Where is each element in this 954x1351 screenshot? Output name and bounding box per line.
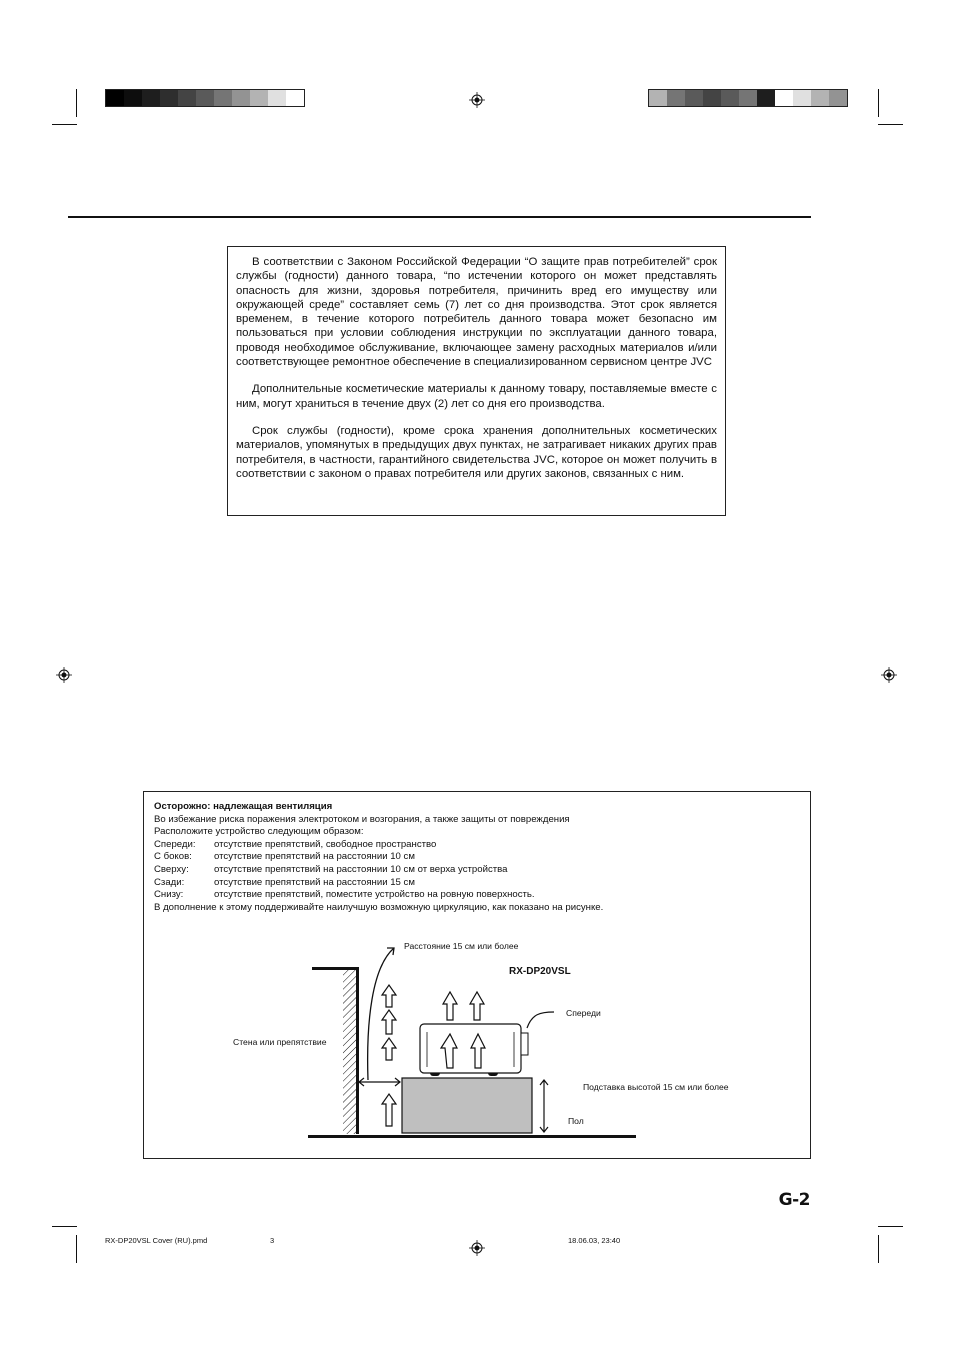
registration-mark-left-icon (56, 667, 72, 683)
ventilation-row-value: отсутствие препятствий на расстоянии 15 см (214, 876, 415, 888)
color-bar-left (105, 89, 305, 107)
registration-mark-top-icon (469, 92, 485, 108)
crop-mark-top-right-h (878, 124, 903, 125)
ventilation-row-value: отсутствие препятствий на расстоянии 10 см (214, 851, 415, 863)
ventilation-line-last: В дополнение к этому поддерживайте наилучшую возможную циркуляцию, как показано на рисунке. (154, 901, 604, 913)
registration-mark-bottom-icon (469, 1240, 485, 1256)
stand-label: Подставка высотой 15 см или более (583, 1082, 729, 1092)
notice-paragraph-1: В соответствии с Законом Российской Федерации “О защите прав потребителей” срок службы (годности) данного товара, “по истечении которого он может представлять опасность для жизни, здоровья потребителя, причинить вред его имуществу или окружающей среде” составляет семь (7) лет со дня производства. Этот срок является временем, в течение которого потребитель данного товара может безопасно им пользоваться при условии соблюдения инструкции по эксплуатации данного товара, проводя необходимое обслуживание, включающее замену расходных материалов и/или соответствующее ремонтное обеспечение в специализированном сервисном центре JVC (236, 256, 717, 369)
wall-top (312, 967, 359, 970)
front-leader-line (527, 1012, 554, 1028)
clearance-arrow-wall-gap (359, 1078, 400, 1086)
crop-mark-bottom-left-v (76, 1235, 77, 1263)
color-bar-right (648, 89, 848, 107)
ventilation-row-key: Сверху: (154, 863, 189, 875)
ventilation-row-value: отсутствие препятствий, поместите устройство на ровную поверхность. (214, 889, 535, 901)
crop-mark-top-left-v (76, 89, 77, 117)
page-number: G-2 (778, 1190, 810, 1210)
ventilation-line-2: Расположите устройство следующим образом: (154, 826, 364, 838)
crop-mark-bottom-right-h (878, 1226, 903, 1227)
ventilation-row-value: отсутствие препятствий на расстоянии 10 см от верха устройства (214, 863, 508, 875)
ventilation-row-key: Снизу: (154, 889, 184, 901)
header-rule (68, 216, 811, 218)
notice-paragraph-2: Дополнительные косметические материалы к данному товару, поставляемые вместе с ним, могут храниться в течение двух (2) лет со дня его производства. (236, 383, 717, 410)
ventilation-row-key: Сзади: (154, 876, 185, 888)
crop-mark-bottom-left-h (52, 1226, 77, 1227)
footer-filename: RX-DP20VSL Cover (RU).pmd (105, 1236, 208, 1245)
floor-label: Пол (568, 1116, 584, 1126)
ventilation-row-key: Спереди: (154, 838, 196, 850)
clearance-arrow-stand-height (540, 1080, 548, 1132)
ventilation-diagram (144, 792, 810, 1158)
wall (356, 968, 359, 1134)
crop-mark-top-right-v (878, 89, 879, 117)
receiver-unit (420, 1024, 528, 1076)
registration-mark-right-icon (881, 667, 897, 683)
model-label: RX-DP20VSL (509, 966, 571, 977)
ventilation-title: Осторожно: надлежащая вентиляция (154, 801, 333, 812)
notice-paragraph-3: Срок службы (годности), кроме срока хранения дополнительных косметических материалов, упомянутых в предыдущих двух пунктах, не затрагивает никаких других прав потребителя, в частности, гарантийного свидетельства JVC, которое он может получить в соответствии с законом о правах потребителя или других законов, связанных с ним. (236, 424, 717, 480)
wall-label: Стена или препятствие (233, 1037, 327, 1047)
crop-mark-bottom-right-v (878, 1235, 879, 1263)
footer-datetime: 18.06.03, 23:40 (568, 1236, 621, 1245)
floor-line (308, 1135, 636, 1138)
crop-mark-top-left-h (52, 124, 77, 125)
ventilation-row-key: С боков: (154, 851, 192, 863)
distance-label: Расстояние 15 см или более (404, 941, 519, 951)
wall-hatch (343, 968, 356, 1134)
ventilation-line-1: Во избежание риска поражения электротоком и возгорания, а также защиты от повреждения (154, 813, 570, 825)
ventilation-row-value: отсутствие препятствий, свободное пространство (214, 838, 437, 850)
front-label: Спереди (566, 1008, 601, 1018)
stand (402, 1078, 532, 1133)
footer-page: 3 (270, 1236, 275, 1245)
ventilation-caution-box (143, 791, 811, 1159)
service-life-notice (227, 246, 726, 516)
